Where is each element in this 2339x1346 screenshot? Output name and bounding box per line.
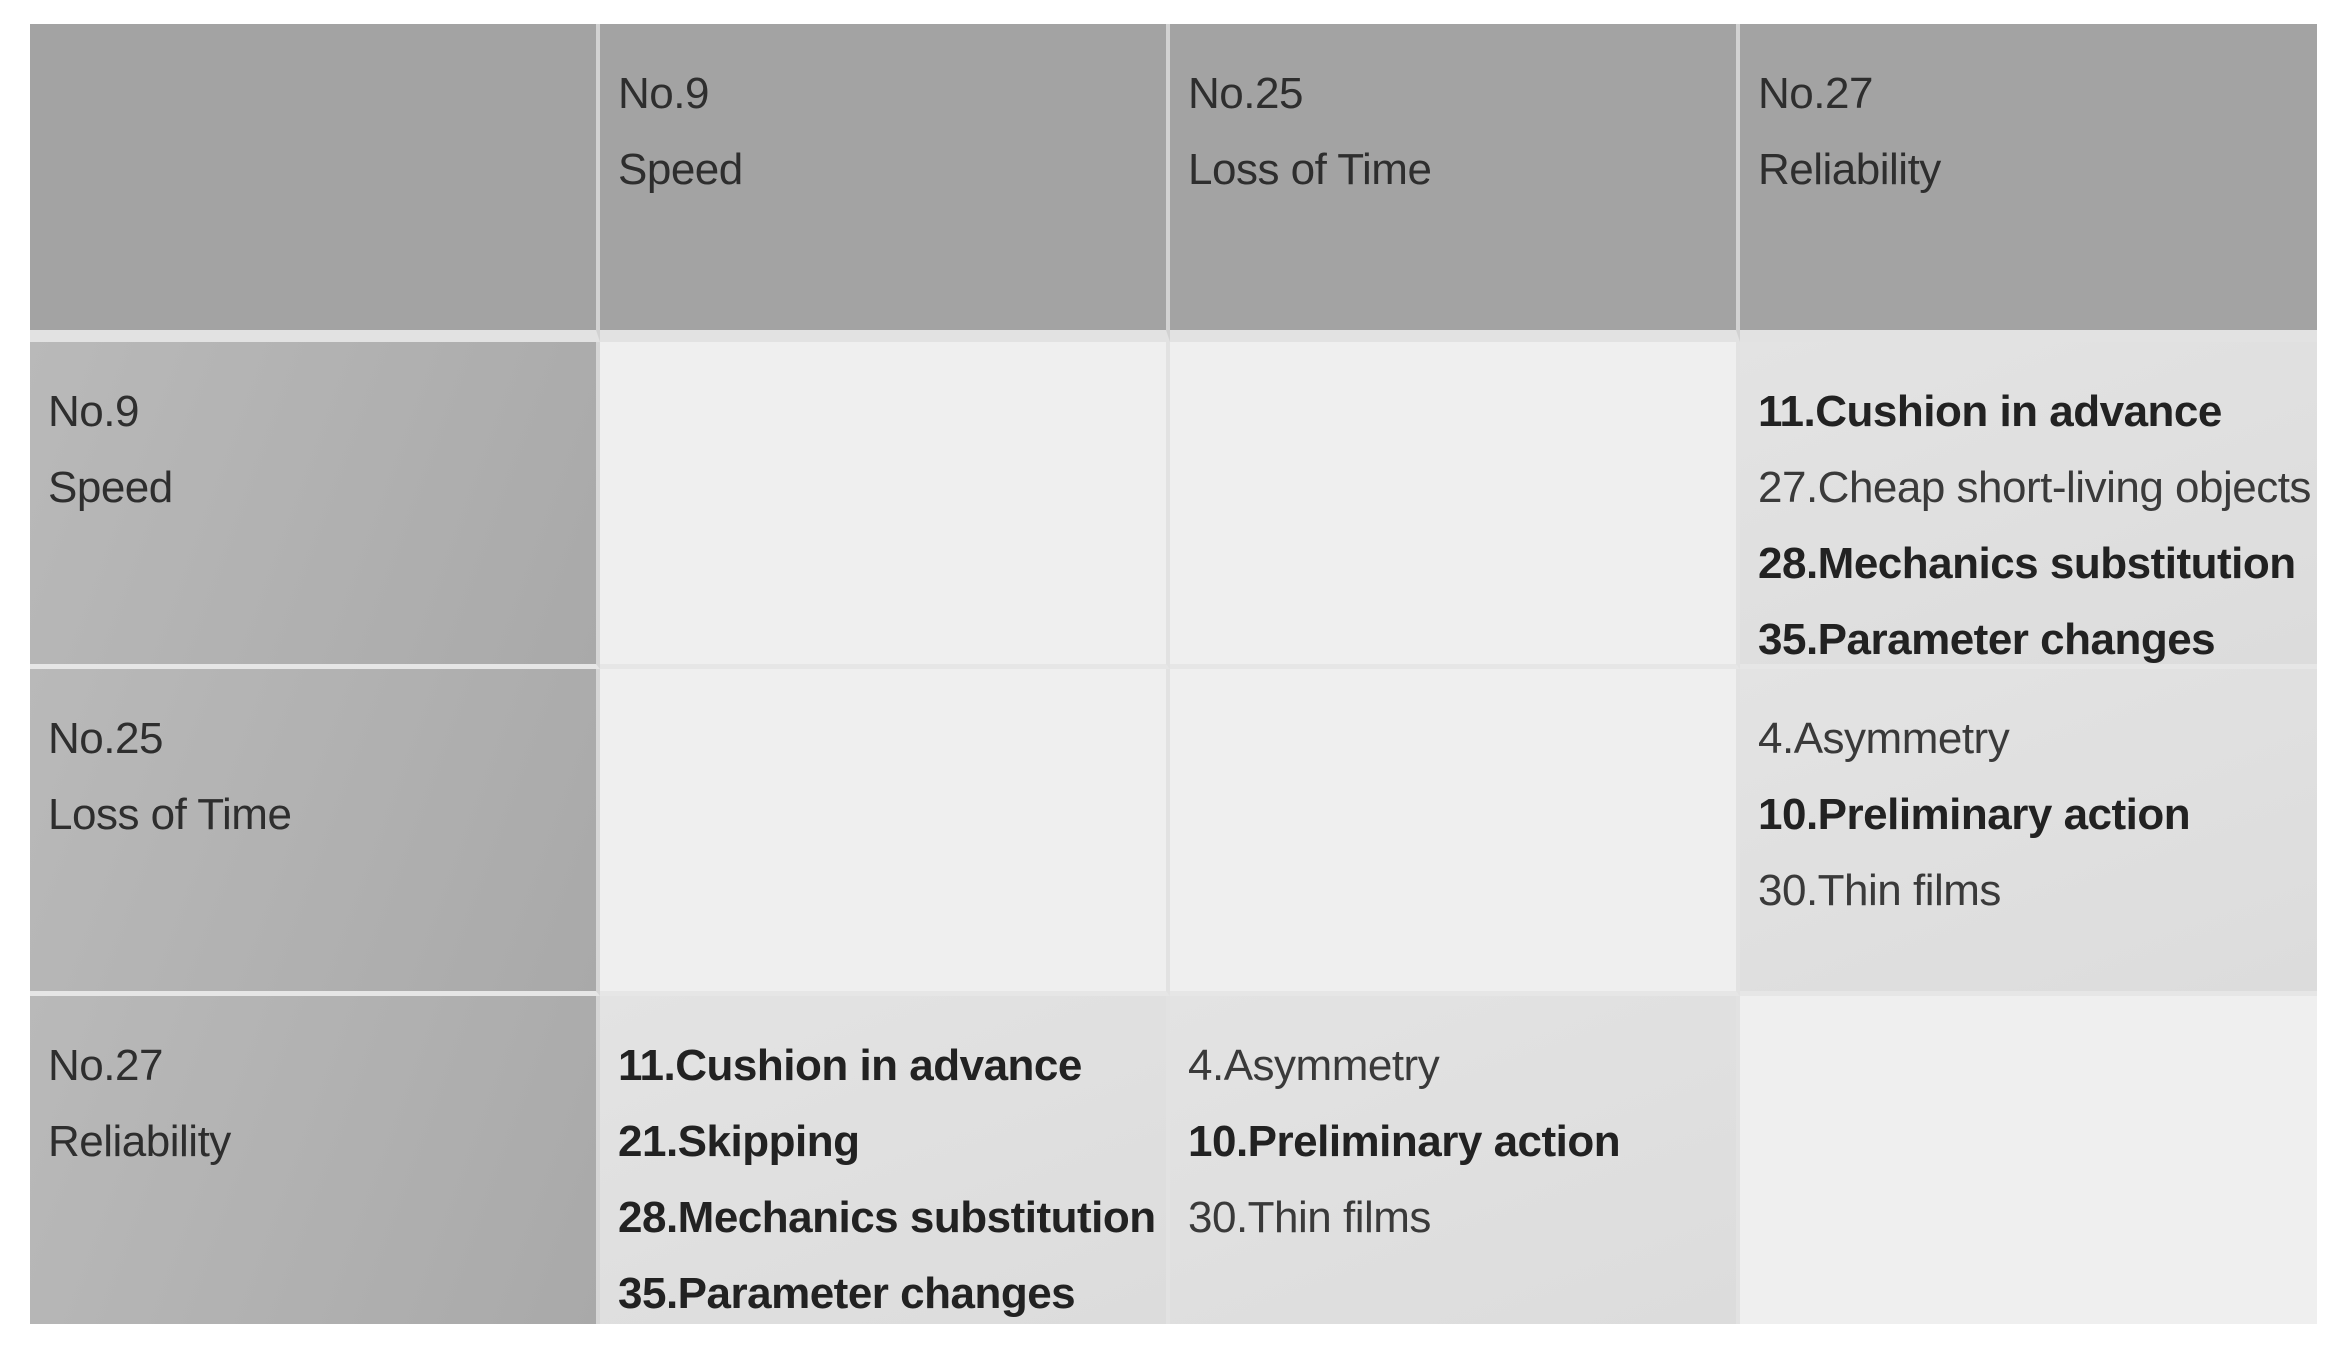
column-header-loss-of-time <box>1170 24 1740 342</box>
row-header-number: No.27 <box>48 1041 163 1090</box>
cell-reliability-speed <box>600 996 1170 1324</box>
contradiction-matrix <box>30 24 2317 1324</box>
column-header-name: Speed <box>618 145 743 194</box>
cell-reliability-loss-of-time <box>1170 996 1740 1324</box>
row-header-loss-of-time <box>30 669 600 996</box>
principle-item: 11.Cushion in advance <box>1758 387 2222 436</box>
corner-cell <box>30 24 600 342</box>
principle-item: 30.Thin films <box>1758 866 2001 915</box>
row-header-number: No.9 <box>48 387 139 436</box>
principle-item: 28.Mechanics substitution <box>618 1193 1156 1242</box>
principle-item: 30.Thin films <box>1188 1193 1431 1242</box>
column-header-number: No.27 <box>1758 69 1873 118</box>
principle-item: 4.Asymmetry <box>1188 1041 1440 1090</box>
principle-item: 21.Skipping <box>618 1117 860 1166</box>
row-header-name: Reliability <box>48 1117 231 1166</box>
principle-item: 10.Preliminary action <box>1188 1117 1621 1166</box>
cell-reliability-reliability <box>1740 996 2317 1324</box>
cell-loss-of-time-loss-of-time <box>1170 669 1740 996</box>
cell-speed-loss-of-time <box>1170 342 1740 669</box>
row-header-reliability <box>30 996 600 1324</box>
row-header-speed <box>30 342 600 669</box>
row-header-number: No.25 <box>48 714 163 763</box>
principle-item: 28.Mechanics substitution <box>1758 539 2296 588</box>
cell-speed-speed <box>600 342 1170 669</box>
principle-item: 35.Parameter changes <box>1758 615 2216 664</box>
column-header-speed <box>600 24 1170 342</box>
principle-item: 4.Asymmetry <box>1758 714 2010 763</box>
column-header-name: Reliability <box>1758 145 1941 194</box>
row-header-name: Speed <box>48 463 173 512</box>
cell-speed-reliability <box>1740 342 2317 669</box>
cell-loss-of-time-speed <box>600 669 1170 996</box>
principle-item: 35.Parameter changes <box>618 1269 1076 1318</box>
principle-item: 27.Cheap short-living objects <box>1758 463 2311 512</box>
row-header-name: Loss of Time <box>48 790 292 839</box>
column-header-reliability <box>1740 24 2317 342</box>
principle-item: 11.Cushion in advance <box>618 1041 1082 1090</box>
column-header-number: No.25 <box>1188 69 1303 118</box>
cell-loss-of-time-reliability <box>1740 669 2317 996</box>
column-header-name: Loss of Time <box>1188 145 1432 194</box>
principle-item: 10.Preliminary action <box>1758 790 2191 839</box>
column-header-number: No.9 <box>618 69 709 118</box>
